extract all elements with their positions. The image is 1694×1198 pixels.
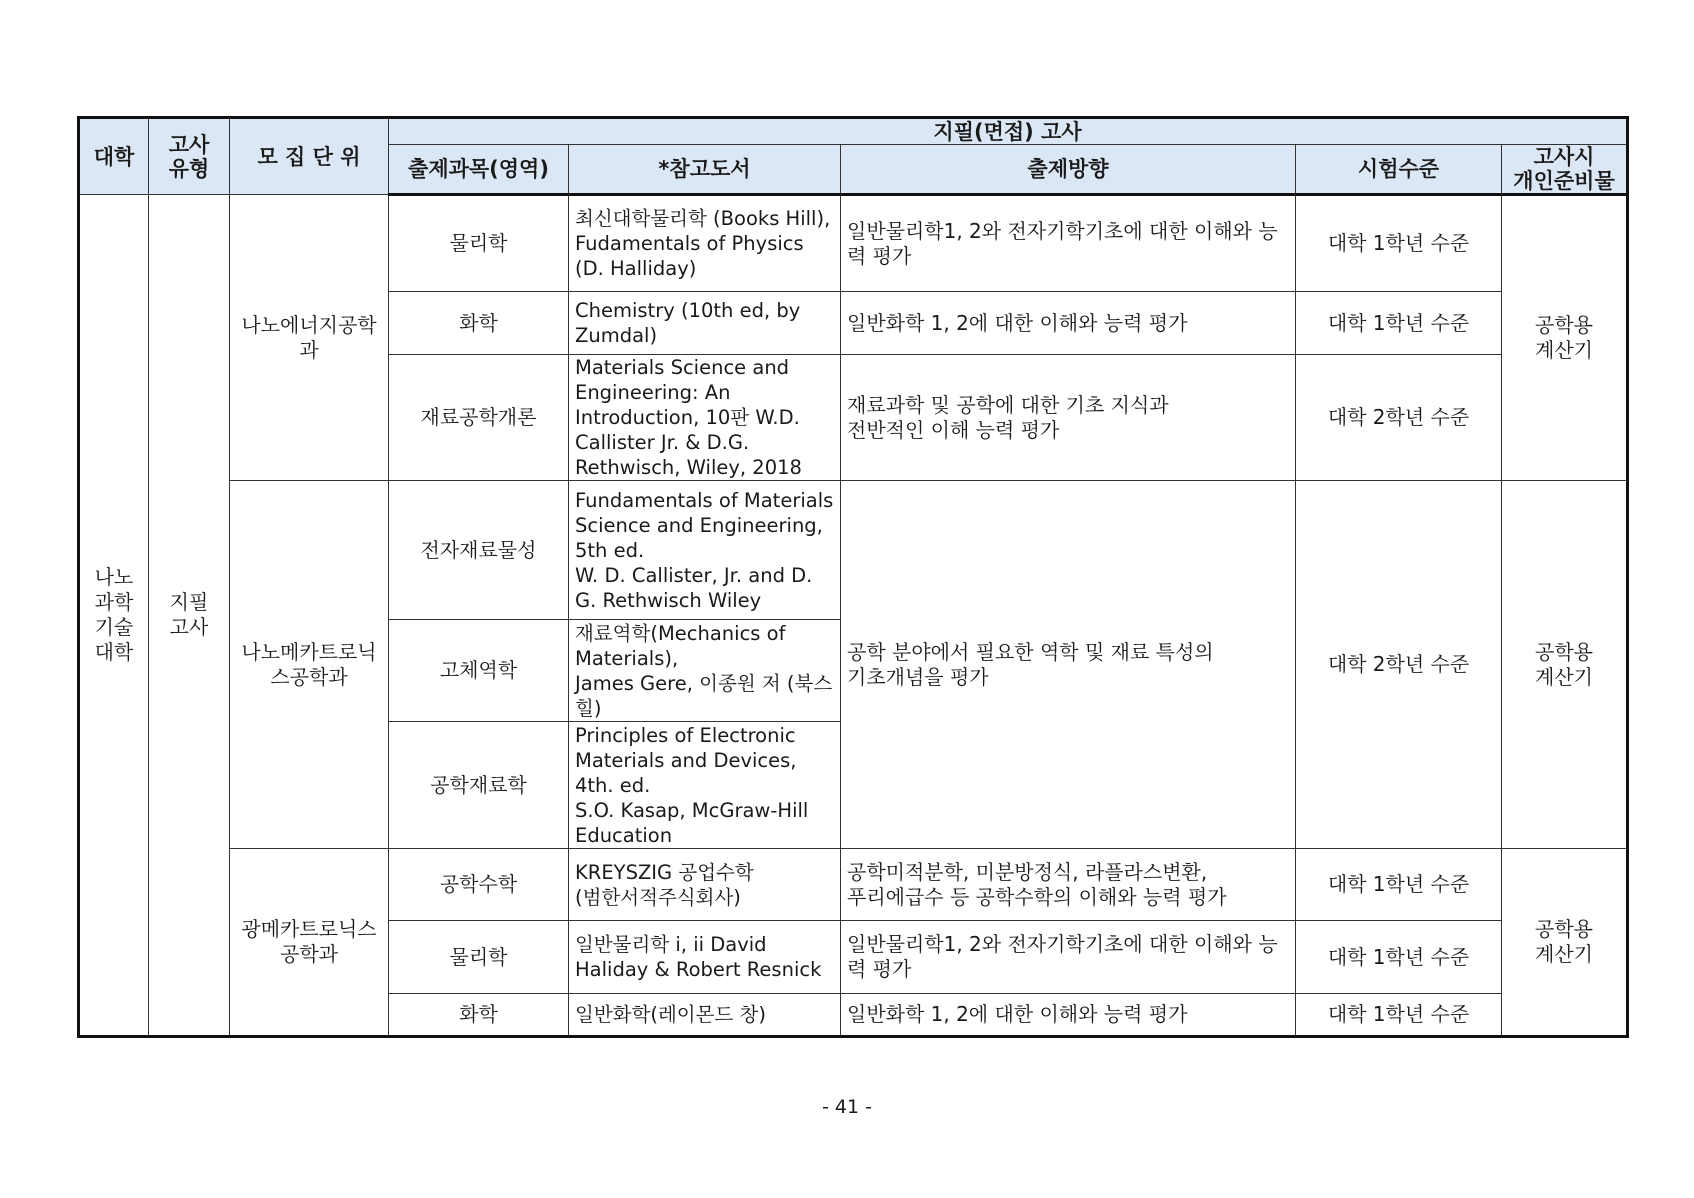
reference-cell: Chemistry (10th ed, by Zumdal) bbox=[569, 292, 841, 355]
direction-cell: 공학미적분학, 미분방정식, 라플라스변환, 푸리에급수 등 공학수학의 이해와 능력 평가 bbox=[841, 849, 1296, 921]
header-group: 지필(면접) 고사 bbox=[389, 118, 1628, 145]
reference-cell: Principles of Electronic Materials and Devices, 4th. ed. S.O. Kasap, McGraw-Hill Education bbox=[569, 722, 841, 849]
header-exam-type: 고사 유형 bbox=[149, 118, 230, 195]
reference-cell: KREYSZIG 공업수학 (범한서적주식회사) bbox=[569, 849, 841, 921]
level-cell: 대학 2학년 수준 bbox=[1296, 355, 1502, 481]
unit-name: 광메카트로닉스 공학과 bbox=[230, 849, 389, 1037]
level-cell: 대학 1학년 수준 bbox=[1296, 994, 1502, 1037]
exam-type-cell: 지필 고사 bbox=[149, 195, 230, 1037]
header-reference: *참고도서 bbox=[569, 145, 841, 195]
direction-cell: 일반물리학1, 2와 전자기학기초에 대한 이해와 능력 평가 bbox=[841, 195, 1296, 292]
direction-cell: 공학 분야에서 필요한 역학 및 재료 특성의 기초개념을 평가 bbox=[841, 481, 1296, 849]
direction-cell: 일반화학 1, 2에 대한 이해와 능력 평가 bbox=[841, 994, 1296, 1037]
table-row bbox=[79, 849, 1628, 921]
reference-cell: Materials Science and Engineering: An Introduction, 10판 W.D. Callister Jr. & D.G. Rethwisch, Wiley, 2018 bbox=[569, 355, 841, 481]
reference-cell: 일반화학(레이몬드 창) bbox=[569, 994, 841, 1037]
level-cell: 대학 1학년 수준 bbox=[1296, 921, 1502, 994]
subject-cell: 재료공학개론 bbox=[389, 355, 569, 481]
reference-cell: 재료역학(Mechanics of Materials), James Gere, 이종원 저 (북스힐) bbox=[569, 620, 841, 722]
header-direction: 출제방향 bbox=[841, 145, 1296, 195]
direction-cell: 일반화학 1, 2에 대한 이해와 능력 평가 bbox=[841, 292, 1296, 355]
subject-cell: 화학 bbox=[389, 994, 569, 1037]
subject-cell: 화학 bbox=[389, 292, 569, 355]
prep-cell: 공학용 계산기 bbox=[1502, 481, 1628, 849]
reference-cell: 일반물리학 i, ii David Haliday & Robert Resnick bbox=[569, 921, 841, 994]
prep-cell: 공학용 계산기 bbox=[1502, 849, 1628, 1037]
subject-cell: 전자재료물성 bbox=[389, 481, 569, 620]
header-prep: 고사시 개인준비물 bbox=[1502, 145, 1628, 195]
level-cell: 대학 2학년 수준 bbox=[1296, 481, 1502, 849]
header-subject: 출제과목(영역) bbox=[389, 145, 569, 195]
level-cell: 대학 1학년 수준 bbox=[1296, 849, 1502, 921]
unit-name: 나노에너지공학 과 bbox=[230, 195, 389, 481]
header-unit: 모 집 단 위 bbox=[230, 118, 389, 195]
unit-name: 나노메카트로닉 스공학과 bbox=[230, 481, 389, 849]
subject-cell: 고체역학 bbox=[389, 620, 569, 722]
header-level: 시험수준 bbox=[1296, 145, 1502, 195]
page-number: - 41 - bbox=[822, 1096, 872, 1118]
level-cell: 대학 1학년 수준 bbox=[1296, 292, 1502, 355]
level-cell: 대학 1학년 수준 bbox=[1296, 195, 1502, 292]
header-univ: 대학 bbox=[79, 118, 149, 195]
header-row-1 bbox=[79, 118, 1628, 145]
subject-cell: 물리학 bbox=[389, 195, 569, 292]
reference-cell: Fundamentals of Materials Science and Engineering, 5th ed. W. D. Callister, Jr. and D. G. Rethwisch Wiley bbox=[569, 481, 841, 620]
table-row bbox=[79, 195, 1628, 292]
subject-cell: 물리학 bbox=[389, 921, 569, 994]
direction-cell: 재료과학 및 공학에 대한 기초 지식과 전반적인 이해 능력 평가 bbox=[841, 355, 1296, 481]
exam-info-table bbox=[77, 116, 1629, 1038]
direction-cell: 일반물리학1, 2와 전자기학기초에 대한 이해와 능력 평가 bbox=[841, 921, 1296, 994]
subject-cell: 공학재료학 bbox=[389, 722, 569, 849]
prep-cell: 공학용 계산기 bbox=[1502, 195, 1628, 481]
subject-cell: 공학수학 bbox=[389, 849, 569, 921]
college-cell: 나노 과학 기술 대학 bbox=[79, 195, 149, 1037]
reference-cell: 최신대학물리학 (Books Hill), Fudamentals of Physics (D. Halliday) bbox=[569, 195, 841, 292]
table-row bbox=[79, 481, 1628, 620]
